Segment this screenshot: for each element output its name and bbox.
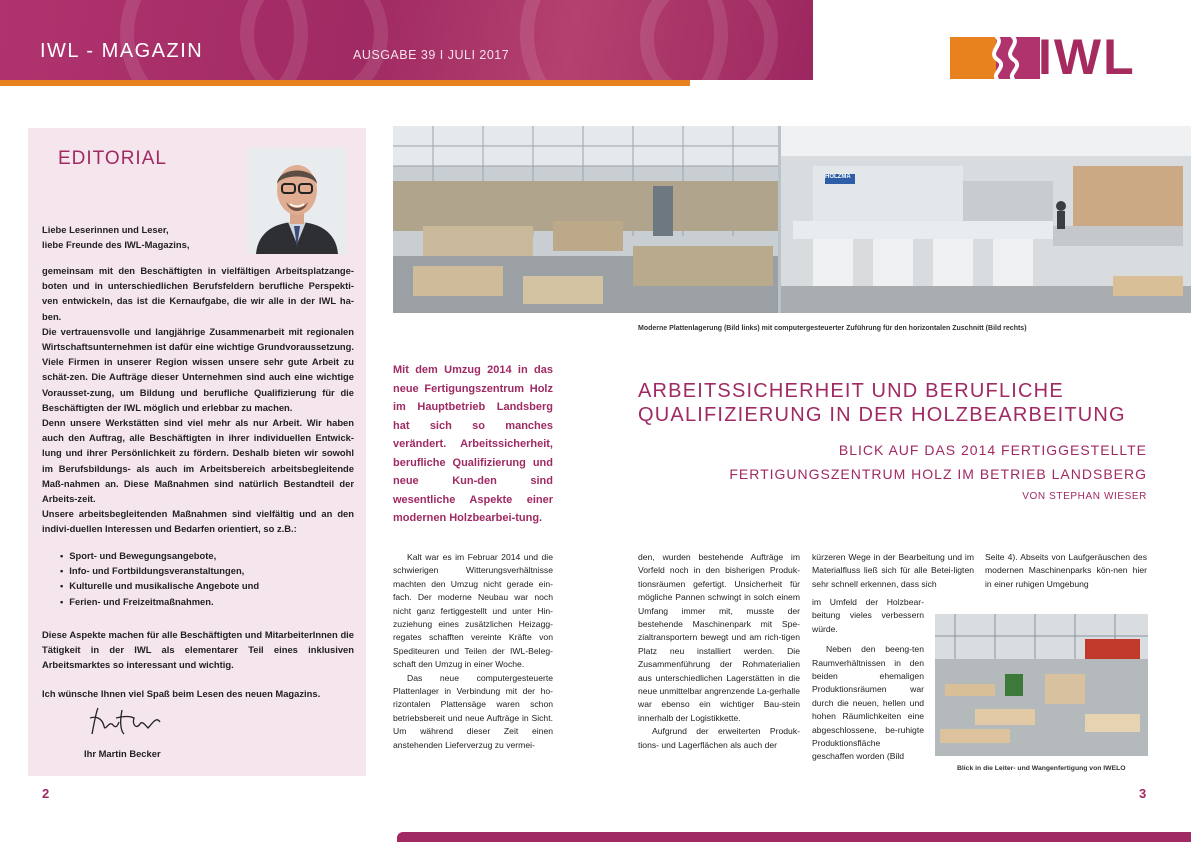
article-paragraph: den, wurden bestehende Aufträge im Vorfeld noch in den bisherigen Produk-tionsräumen gefertigt. Unsicherheit für mögliche Pannen schwingt in solch einem Umfang immer mit, musste der bestehende Maschinenpark mit Spe-zialtransportern bewegt und am rich-tigen Platz neu installiert werden. Die Zusammenführung der Rohmaterialien aus unterschiedlichen Lagerstätten in die neue unmittelbar angrenzende La-gerhalle war ebenso ein wichtiger Bau-stein innerhalb der Logistikkette. bbox=[638, 552, 800, 723]
main-photo-caption: Moderne Plattenlagerung (Bild links) mit computergesteuerter Zuführung für den horizontalen Zuschnitt (Bild rechts) bbox=[638, 325, 1027, 332]
article-column-1 bbox=[393, 551, 553, 752]
editorial-closing: Ich wünsche Ihnen viel Spaß beim Lesen des neuen Magazins. bbox=[42, 688, 321, 699]
editorial-paragraph-1: gemeinsam mit den Beschäftigten in vielfältigen Arbeitsplatzange-boten und in unterschiedlichen Berufsfeldern berufliche Perspekti-ven entwickeln, das ist die Kernaufgabe, die wir alle in der IWL ha-ben. bbox=[42, 265, 354, 322]
handwritten-signature bbox=[86, 704, 166, 740]
editorial-paragraph-3: Denn unsere Werkstätten sind viel mehr als nur Arbeit. Wir haben auch den Auftrag, alle Beschäftigten in ihrer individuellen Entwick-lung und ihrer Persönlichkeit zu fördern. Deshalb bieten wir sowohl im Berufsbildungs- als auch im Arbeitsbereich arbeitsbegleitende Maß-nahmen an. Diese Maßnahmen sind natürlich Bestandteil der Arbeits-zeit. bbox=[42, 417, 354, 505]
article-column-3-wrap bbox=[812, 596, 924, 764]
article-paragraph: Seite 4). Abseits von Laufgeräuschen des modernen Maschinenparks kön-nen hier in einer ruhigen Umgebung bbox=[985, 552, 1147, 589]
issue-label: AUSGABE 39 I JULI 2017 bbox=[353, 48, 510, 62]
list-item: • Ferien- und Freizeitmaßnahmen. bbox=[60, 594, 350, 609]
article-paragraph: kürzeren Wege in der Bearbeitung und im Materialfluss ließ sich für alle Betei-ligten sehr schnell erkennen, dass sich bbox=[812, 552, 974, 589]
list-item: • Kulturelle und musikalische Angebote und bbox=[60, 578, 350, 593]
editorial-body bbox=[42, 263, 354, 537]
article-column-3 bbox=[812, 551, 974, 591]
article-subtitle-line-1: BLICK AUF DAS 2014 FERTIGGESTELLTE bbox=[838, 442, 1147, 458]
editorial-paragraph-2: Die vertrauensvolle und langjährige Zusammenarbeit mit regionalen Wirtschaftsunternehmen ist dafür eine wichtige Grundvoraussetzung. Viele Firmen in unserer Region wissen unsere sehr gute Arbeit zu schät-zen. Die Aufträge dieser Unternehmen sind auch eine wichtige Vorausset-zung, um Bildung und berufliche Qualifizierung für die Beschäftigten der IWL möglich und erlebbar zu machen. bbox=[42, 325, 354, 413]
iwl-logo bbox=[950, 29, 1150, 85]
signature-name: Ihr Martin Becker bbox=[84, 748, 161, 759]
list-item: • Info- und Fortbildungsveranstaltungen, bbox=[60, 563, 350, 578]
page-number-left: 2 bbox=[42, 786, 50, 801]
article-paragraph: Kalt war es im Februar 2014 und die schwierigen Witterungsverhältnisse machten den Umzug nicht gerade ein-fach. Der moderne Neubau war noch nicht ganz fertiggestellt und unter Hin-zuziehung eines zusätzlichen Heizagg-regates schafften vereinte Kräfte von Spediteuren und Teilen der IWL-Beleg-schaft den Umzug in einer Woche. bbox=[393, 552, 553, 670]
author-portrait bbox=[248, 148, 346, 254]
machine-brand-label: HOLZMA bbox=[825, 174, 851, 180]
workshop-photo bbox=[935, 614, 1148, 756]
page-number-right: 3 bbox=[1139, 786, 1147, 801]
list-item: • Sport- und Bewegungsangebote, bbox=[60, 548, 350, 563]
article-subtitle-line-2: FERTIGUNGSZENTRUM HOLZ IM BETRIEB LANDSBERG bbox=[729, 466, 1147, 482]
measures-list bbox=[60, 548, 350, 609]
article-paragraph: im Umfeld der Holzbear-beitung vieles verbessern würde. bbox=[812, 597, 924, 634]
article-paragraph: Aufgrund der erweiterten Produk-tions- und Lagerflächen als auch der bbox=[638, 726, 800, 750]
article-paragraph: Neben den beeng-ten Raumverhältnissen in den beiden ehemaligen Produktionsräumen war durch die neuen, hellen und hohen Räumlichkeiten eine abgeschlossene, be-ruhigte Produktionsfläche geschaffen worden (Bild bbox=[812, 644, 924, 762]
footer-band bbox=[397, 832, 1191, 842]
production-hall-photo bbox=[393, 126, 1191, 313]
article-author: VON STEPHAN WIESER bbox=[1022, 491, 1147, 502]
article-column-4 bbox=[985, 551, 1147, 591]
greeting-line-1: Liebe Leserinnen und Leser, bbox=[42, 224, 169, 235]
small-photo-caption: Blick in die Leiter- und Wangenfertigung von IWELO bbox=[957, 765, 1126, 772]
article-column-2 bbox=[638, 551, 800, 752]
article-title-line-1: ARBEITSSICHERHEIT UND BERUFLICHE bbox=[638, 380, 1064, 402]
article-paragraph: Das neue computergesteuerte Plattenlager in Verbindung mit der ho-rizontalen Plattensäge waren schon betriebsbereit und neue Aufträge in Sicht. Um während dieser Zeit einen anstehenden Lieferverzug zu vermei- bbox=[393, 672, 553, 750]
article-title-line-2: QUALIFIZIERUNG IN DER HOLZBEARBEITUNG bbox=[638, 404, 1126, 426]
logo-text: IWL bbox=[1038, 29, 1136, 85]
header-accent-line bbox=[0, 80, 690, 86]
editorial-paragraph-5: Diese Aspekte machen für alle Beschäftigten und MitarbeiterInnen die Tätigkeit in der IWL als elementarer Teil eines inklusiven Arbeitsmarktes so interessant und wichtig. bbox=[42, 629, 354, 671]
editorial-paragraph-4: Unsere arbeitsbegleitenden Maßnahmen sind vielfältig und an den indivi-duellen Interessen und Bedarfen orientiert, so z.B.: bbox=[42, 508, 354, 535]
editorial-greeting bbox=[42, 222, 242, 252]
article-lead: Mit dem Umzug 2014 in das neue Fertigungszentrum Holz im Hauptbetrieb Landsberg hat sich so manches verändert. Arbeitssicherheit, berufliche Qualifizierung und neue Kun-den sind wesentliche Aspekte einer modernen Holzbearbei-tung. bbox=[393, 364, 553, 524]
editorial-title: EDITORIAL bbox=[58, 148, 167, 169]
magazine-title: IWL - MAGAZIN bbox=[40, 40, 204, 62]
greeting-line-2: liebe Freunde des IWL-Magazins, bbox=[42, 239, 190, 251]
